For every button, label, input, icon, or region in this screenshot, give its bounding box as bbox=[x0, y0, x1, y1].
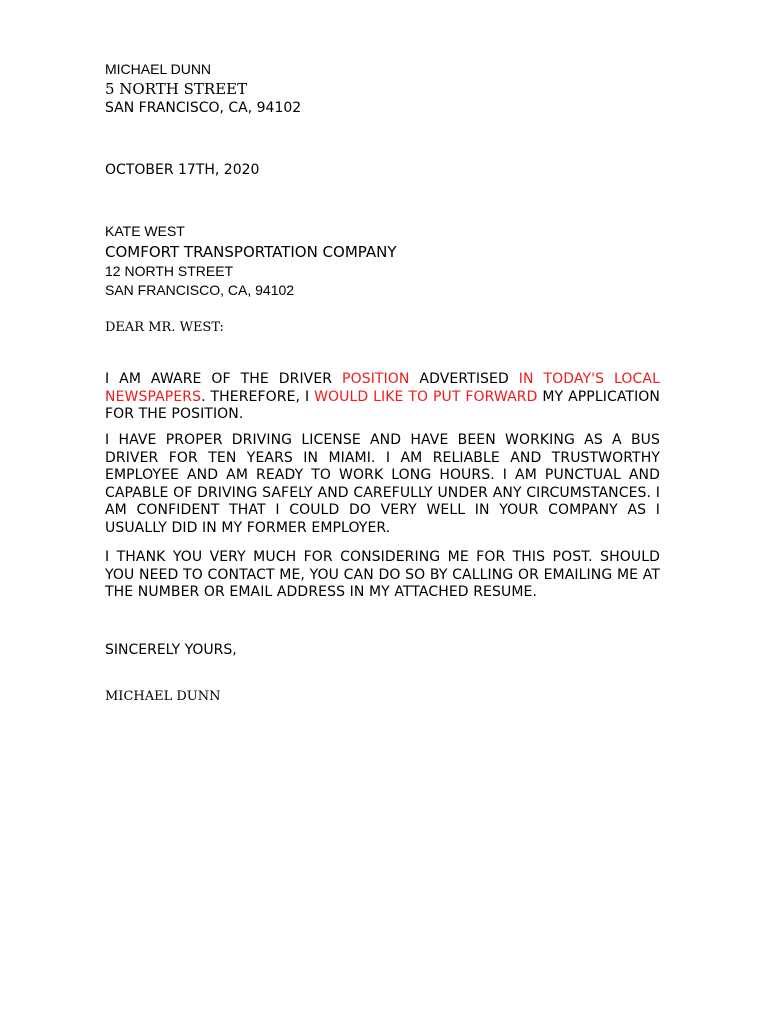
closing: SINCERELY YOURS, bbox=[105, 642, 237, 658]
sender-street: 5 NORTH STREET bbox=[105, 80, 248, 98]
paragraph-1-text: . THEREFORE, I bbox=[201, 388, 315, 405]
recipient-company: COMFORT TRANSPORTATION COMPANY bbox=[105, 243, 397, 261]
recipient-city: SAN FRANCISCO, CA, 94102 bbox=[105, 282, 295, 298]
recipient-street: 12 NORTH STREET bbox=[105, 263, 234, 279]
sender-name: MICHAEL DUNN bbox=[105, 61, 212, 77]
body-paragraph-1 bbox=[105, 371, 660, 424]
recipient-name: KATE WEST bbox=[105, 223, 185, 239]
highlighted-phrase: WOULD LIKE TO PUT FORWARD bbox=[314, 388, 538, 405]
salutation: DEAR MR. WEST: bbox=[105, 320, 224, 335]
body-paragraph-3: I THANK YOU VERY MUCH FOR CONSIDERING ME FOR THIS POST. SHOULD YOU NEED TO CONTACT ME, YOU CAN DO SO BY CALLING OR EMAILING ME AT THE NUMBER OR EMAIL ADDRESS IN MY ATTACHED RESUME. bbox=[105, 549, 660, 600]
paragraph-1-text: ADVERTISED bbox=[409, 371, 519, 387]
paragraph-1-text: MY APPLICATION FOR THE POSITION. bbox=[105, 388, 660, 422]
body-paragraph-2: I HAVE PROPER DRIVING LICENSE AND HAVE BEEN WORKING AS A BUS DRIVER FOR TEN YEARS IN MIAMI. I AM RELIABLE AND TRUSTWORTHY EMPLOYEE AND AM READY TO WORK LONG HOURS. I AM PUNCTUAL AND CAPABLE OF DRIVING SAFELY AND CAREFULLY UNDER ANY CIRCUMSTANCES. I AM CONFIDENT THAT I COULD DO VERY WELL IN YOUR COMPANY AS I USUALLY DID IN MY FORMER EMPLOYER. bbox=[105, 432, 660, 536]
paragraph-1-text: I AM AWARE OF THE DRIVER bbox=[105, 371, 343, 387]
sender-city: SAN FRANCISCO, CA, 94102 bbox=[105, 100, 302, 116]
highlighted-phrase: IN TODAY'S LOCAL NEWSPAPERS bbox=[105, 371, 660, 405]
letter-date: OCTOBER 17TH, 2020 bbox=[105, 162, 260, 178]
signature-name: MICHAEL DUNN bbox=[105, 689, 221, 704]
highlighted-phrase: POSITION bbox=[342, 371, 410, 387]
